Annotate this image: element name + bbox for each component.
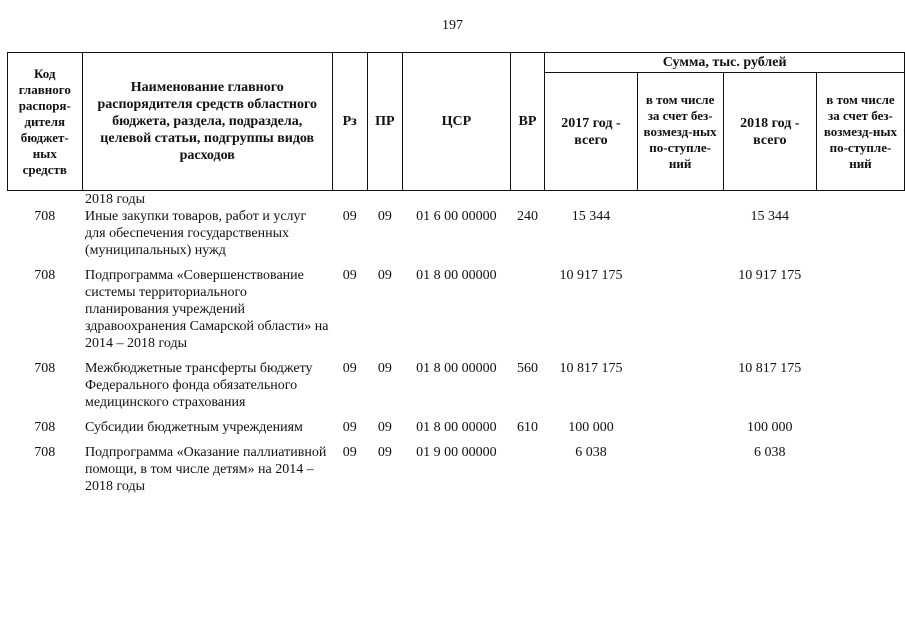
cell-2017-total: 10 917 175 [559, 268, 623, 283]
cell-2018-free [816, 267, 904, 352]
cell-code: 708 [34, 268, 56, 283]
cell-code: 708 [34, 209, 56, 224]
cell-2017-free [637, 419, 723, 436]
cell-2018-free [816, 208, 904, 259]
cell-2017-free [637, 360, 723, 411]
cell-rz: 09 [342, 361, 357, 376]
header-2018-free: в том числе за счет без-возмезд-ных по-ступле-ний [816, 73, 904, 191]
cell-rz: 09 [342, 420, 357, 435]
cell-2017-free [637, 208, 723, 259]
header-name: Наименование главного распорядителя средств областного бюджета, раздела, подраздела, целевой статьи, подгруппы видов расходов [82, 53, 332, 191]
table-header [8, 53, 905, 191]
cell-2017-total: 6 038 [575, 445, 607, 460]
cell-pr: 09 [377, 420, 392, 435]
cell-2018-total: 10 917 175 [738, 268, 802, 283]
cell-vr: 610 [516, 420, 538, 435]
cell-2017-total: 100 000 [568, 420, 614, 435]
cell-name: Подпрограмма «Оказание паллиативной помощи, в том числе детям» на 2014 – 2018 годы [85, 445, 327, 494]
cell-2018-free [816, 360, 904, 411]
cell-code: 708 [34, 445, 56, 460]
continuation-text: 2018 годы [85, 192, 146, 207]
cell-vr: 240 [516, 209, 538, 224]
header-code: Код главного распоря-дителя бюджет-ных средств [8, 53, 83, 191]
table-row [8, 360, 905, 411]
header-sum: Сумма, тыс. рублей [545, 53, 905, 73]
cell-code: 708 [34, 420, 56, 435]
header-rz: Рз [332, 53, 367, 191]
continuation-row [8, 191, 905, 209]
cell-pr: 09 [377, 209, 392, 224]
cell-csr: 01 8 00 00000 [416, 420, 497, 435]
cell-name: Субсидии бюджетным учреждениям [85, 420, 303, 435]
cell-csr: 01 8 00 00000 [416, 361, 497, 376]
cell-2018-free [816, 419, 904, 436]
header-vr: ВР [510, 53, 545, 191]
cell-name: Иные закупки товаров, работ и услуг для обеспечения государственных (муниципальных) нужд [85, 209, 307, 258]
cell-pr: 09 [377, 268, 392, 283]
header-2018-total: 2018 год - всего [723, 73, 816, 191]
table-body [8, 191, 905, 496]
cell-csr: 01 9 00 00000 [416, 445, 497, 460]
cell-2018-total: 6 038 [754, 445, 786, 460]
header-2017-free: в том числе за счет без-возмезд-ных по-ступле-ний [637, 73, 723, 191]
table-row [8, 208, 905, 259]
cell-rz: 09 [342, 209, 357, 224]
cell-2017-total: 15 344 [571, 209, 611, 224]
header-csr: ЦСР [403, 53, 510, 191]
cell-2018-total: 15 344 [750, 209, 790, 224]
cell-name: Подпрограмма «Совершенствование системы территориального планирования учреждений здравоохранения Самарской области» на 2014 – 2018 годы [85, 268, 329, 351]
cell-2018-total: 10 817 175 [738, 361, 802, 376]
cell-code: 708 [34, 361, 56, 376]
cell-name: Межбюджетные трансферты бюджету Федерального фонда обязательного медицинского страхования [85, 361, 313, 410]
table-row [8, 419, 905, 436]
budget-table [7, 52, 905, 495]
cell-2017-free [637, 444, 723, 495]
cell-pr: 09 [377, 361, 392, 376]
cell-2018-free [816, 444, 904, 495]
cell-csr: 01 6 00 00000 [416, 209, 497, 224]
cell-rz: 09 [342, 445, 357, 460]
page-number: 197 [442, 18, 463, 33]
table-row [8, 267, 905, 352]
cell-2017-total: 10 817 175 [559, 361, 623, 376]
cell-vr [510, 267, 545, 352]
cell-2017-free [637, 267, 723, 352]
cell-csr: 01 8 00 00000 [416, 268, 497, 283]
cell-vr: 560 [516, 361, 538, 376]
header-2017-total: 2017 год - всего [545, 73, 637, 191]
table-row [8, 444, 905, 495]
cell-pr: 09 [377, 445, 392, 460]
cell-vr [510, 444, 545, 495]
cell-rz: 09 [342, 268, 357, 283]
header-pr: ПР [367, 53, 403, 191]
cell-2018-total: 100 000 [747, 420, 793, 435]
